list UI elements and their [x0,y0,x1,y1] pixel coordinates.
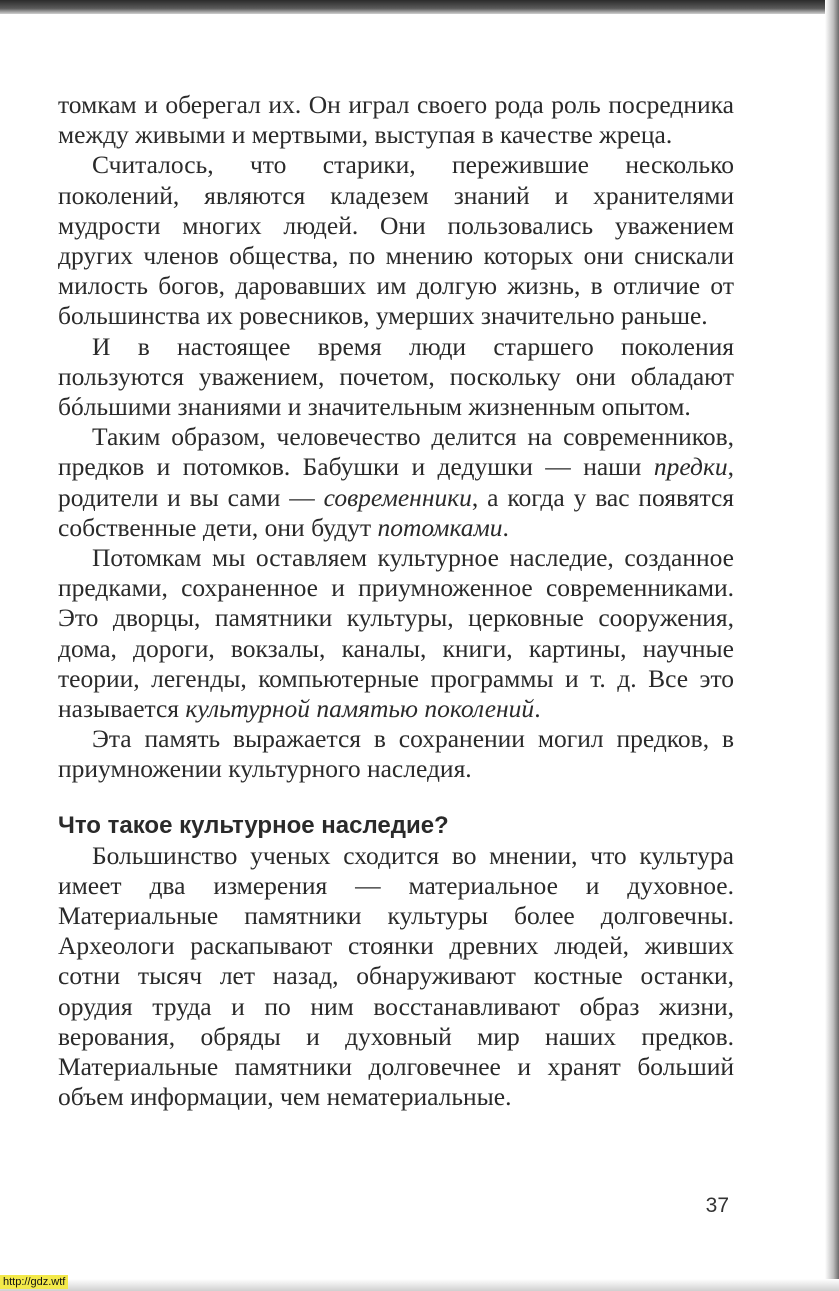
book-page [58,90,734,1113]
paragraph [58,332,734,423]
paragraph [58,422,734,543]
text-run: . [534,694,541,724]
watermark-link[interactable]: http://gdz.wtf [0,1275,68,1289]
text-run: Считалось, что старики, пережившие несколько поколений, являются кладезем знаний и хранителями мудрости многих людей. Они пользовались уважением других членов общества, по мнению которых они снискали милость богов, даровавших им долгую жизнь, в отличие от большинства их ровесников, умерших значительно раньше. [58,150,734,331]
scan-edge-bottom [0,1279,839,1291]
text-run: Эта память выражается в сохранении могил предков, в приумножении культурного наследия. [58,724,734,784]
text-run: Потомкам мы оставляем культурное наследие, созданное предками, сохраненное и приумноженное современниками. Это дворцы, памятники культуры, церковные сооружения, дома, дороги, вокзалы, каналы, книги, картины, научные теории, легенды, компьютерные программы и т. д. Все это называется [58,543,734,724]
text-run: Таким образом, человечество делится на современников, предков и потомков. Бабушки и дедушки — наши [58,422,734,482]
italic-term: культурной памятью поколений [185,694,535,724]
heading-spacer [58,785,734,811]
text-run: . [502,512,509,542]
paragraph [58,841,734,1113]
italic-term: современники [323,482,472,512]
text-run: , родители и вы сами — [58,452,734,512]
section-heading: Что такое культурное наследие? [58,811,449,839]
italic-term: потомками [377,512,503,542]
italic-term: предки [653,452,728,482]
text-run: томкам и оберегал их. Он играл своего рода роль посредника между живыми и мертвыми, выступая в качестве жреца. [58,90,734,150]
text-run: И в настоящее время люди старшего поколения пользуются уважением, почетом, поскольку они обладают бóльшими знаниями и значительным жизненным опытом. [58,331,734,422]
paragraph [58,543,734,724]
scan-edge-right [825,0,839,1280]
text-run: Большинство ученых сходится во мнении, что культура имеет два измерения — материальное и духовное. Материальные памятники культуры более долговечны. Археологи раскапывают стоянки древних людей, живших сотни тысяч лет назад, обнаруживают костные останки, орудия труда и по ним восстанавливают образ жизни, верования, обряды и духовный мир наших предков. Материальные памятники долговечнее и хранят больший объем информации, чем нематериальные. [58,840,734,1112]
body-text [58,90,734,785]
page-number: 37 [705,1194,729,1217]
paragraph [58,150,734,331]
paragraph [58,724,734,784]
paragraph [58,90,734,150]
scan-edge-top [0,0,839,14]
text-run: , а когда у вас появятся собственные дети, они будут [58,482,734,542]
section-text [58,841,734,1113]
